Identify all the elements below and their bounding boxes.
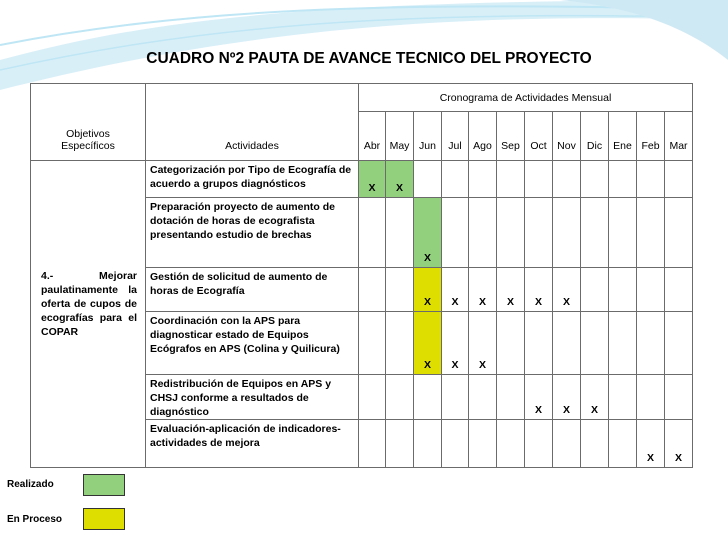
schedule-cell [665,198,693,268]
month-header-may: May [386,112,414,161]
schedule-cell: X [414,198,442,268]
schedule-cell: X [442,312,469,375]
schedule-cell [637,161,665,198]
objetivos-header [31,84,146,161]
schedule-cell: X [442,268,469,312]
schedule-cell [609,198,637,268]
schedule-cell: X [414,312,442,375]
schedule-cell: X [525,268,553,312]
schedule-cell [665,268,693,312]
schedule-cell [497,312,525,375]
month-header-sep: Sep [497,112,525,161]
schedule-cell: X [469,268,497,312]
activity-cell: Evaluación-aplicación de indicadores-actividades de mejora [146,420,359,468]
page-title: CUADRO Nº2 PAUTA DE AVANCE TECNICO DEL PROYECTO [146,50,592,67]
schedule-cell [386,312,414,375]
schedule-cell [525,420,553,468]
schedule-cell [609,375,637,420]
schedule-cell: X [637,420,665,468]
schedule-cell [386,268,414,312]
schedule-cell [469,375,497,420]
schedule-cell: X [553,375,581,420]
schedule-table [30,83,693,468]
schedule-cell: X [386,161,414,198]
schedule-cell: X [553,268,581,312]
schedule-cell [442,375,469,420]
schedule-cell [497,420,525,468]
schedule-cell [469,198,497,268]
schedule-cell [359,375,386,420]
schedule-cell [637,312,665,375]
schedule-cell [609,420,637,468]
schedule-cell [497,375,525,420]
objective-cell: 4.- Mejorar paulatinamente la oferta de cupos de ecografías para el COPAR [31,161,146,468]
schedule-cell [553,161,581,198]
month-header-jun: Jun [414,112,442,161]
legend-realizado-swatch [83,474,125,496]
objetivos-header-line1: Objetivos [66,128,110,140]
schedule-cell [442,198,469,268]
schedule-cell [497,198,525,268]
schedule-cell [442,420,469,468]
month-header-jul: Jul [442,112,469,161]
schedule-cell: X [581,375,609,420]
schedule-cell [359,198,386,268]
schedule-cell [386,198,414,268]
schedule-cell: X [525,375,553,420]
activity-cell: Gestión de solicitud de aumento de horas de Ecografía [146,268,359,312]
schedule-cell [553,420,581,468]
schedule-cell [581,198,609,268]
month-header-abr: Abr [359,112,386,161]
schedule-cell [665,312,693,375]
schedule-cell [609,312,637,375]
schedule-cell [359,312,386,375]
schedule-cell [553,198,581,268]
legend-en-proceso-swatch [83,508,125,530]
month-header-dic: Dic [581,112,609,161]
schedule-cell: X [497,268,525,312]
schedule-cell [637,198,665,268]
activity-row [31,161,693,198]
schedule-cell [442,161,469,198]
schedule-cell [581,161,609,198]
schedule-cell [414,420,442,468]
schedule-cell [637,375,665,420]
actividades-header: Actividades [146,84,359,161]
schedule-cell [665,161,693,198]
schedule-cell [581,268,609,312]
month-header-nov: Nov [553,112,581,161]
schedule-cell [665,375,693,420]
schedule-cell [525,198,553,268]
activity-cell: Redistribución de Equipos en APS y CHSJ conforme a resultados de diagnóstico [146,375,359,420]
schedule-cell [359,420,386,468]
schedule-cell [386,375,414,420]
month-header-oct: Oct [525,112,553,161]
schedule-cell [525,312,553,375]
schedule-cell: X [665,420,693,468]
schedule-cell [581,312,609,375]
schedule-cell [414,161,442,198]
month-header-ago: Ago [469,112,497,161]
legend-realizado-label: Realizado [7,479,54,490]
schedule-cell: X [359,161,386,198]
schedule-cell [414,375,442,420]
schedule-cell [609,161,637,198]
schedule-cell [469,420,497,468]
activity-cell: Preparación proyecto de aumento de dotación de horas de ecografista presentando estudio de brechas [146,198,359,268]
activity-cell: Categorización por Tipo de Ecografía de acuerdo a grupos diagnósticos [146,161,359,198]
schedule-cell [497,161,525,198]
schedule-cell [581,420,609,468]
objetivos-header-line2: Específicos [61,140,115,152]
month-header-ene: Ene [609,112,637,161]
schedule-cell [525,161,553,198]
schedule-cell [637,268,665,312]
schedule-cell [469,161,497,198]
month-header-feb: Feb [637,112,665,161]
schedule-cell [609,268,637,312]
schedule-cell: X [469,312,497,375]
activity-cell: Coordinación con la APS para diagnosticar estado de Equipos Ecógrafos en APS (Colina y Quilicura) [146,312,359,375]
schedule-cell [553,312,581,375]
schedule-cell [386,420,414,468]
schedule-cell: X [414,268,442,312]
month-header-mar: Mar [665,112,693,161]
legend-en-proceso-label: En Proceso [7,514,63,525]
cronograma-header: Cronograma de Actividades Mensual [359,84,693,112]
schedule-cell [359,268,386,312]
